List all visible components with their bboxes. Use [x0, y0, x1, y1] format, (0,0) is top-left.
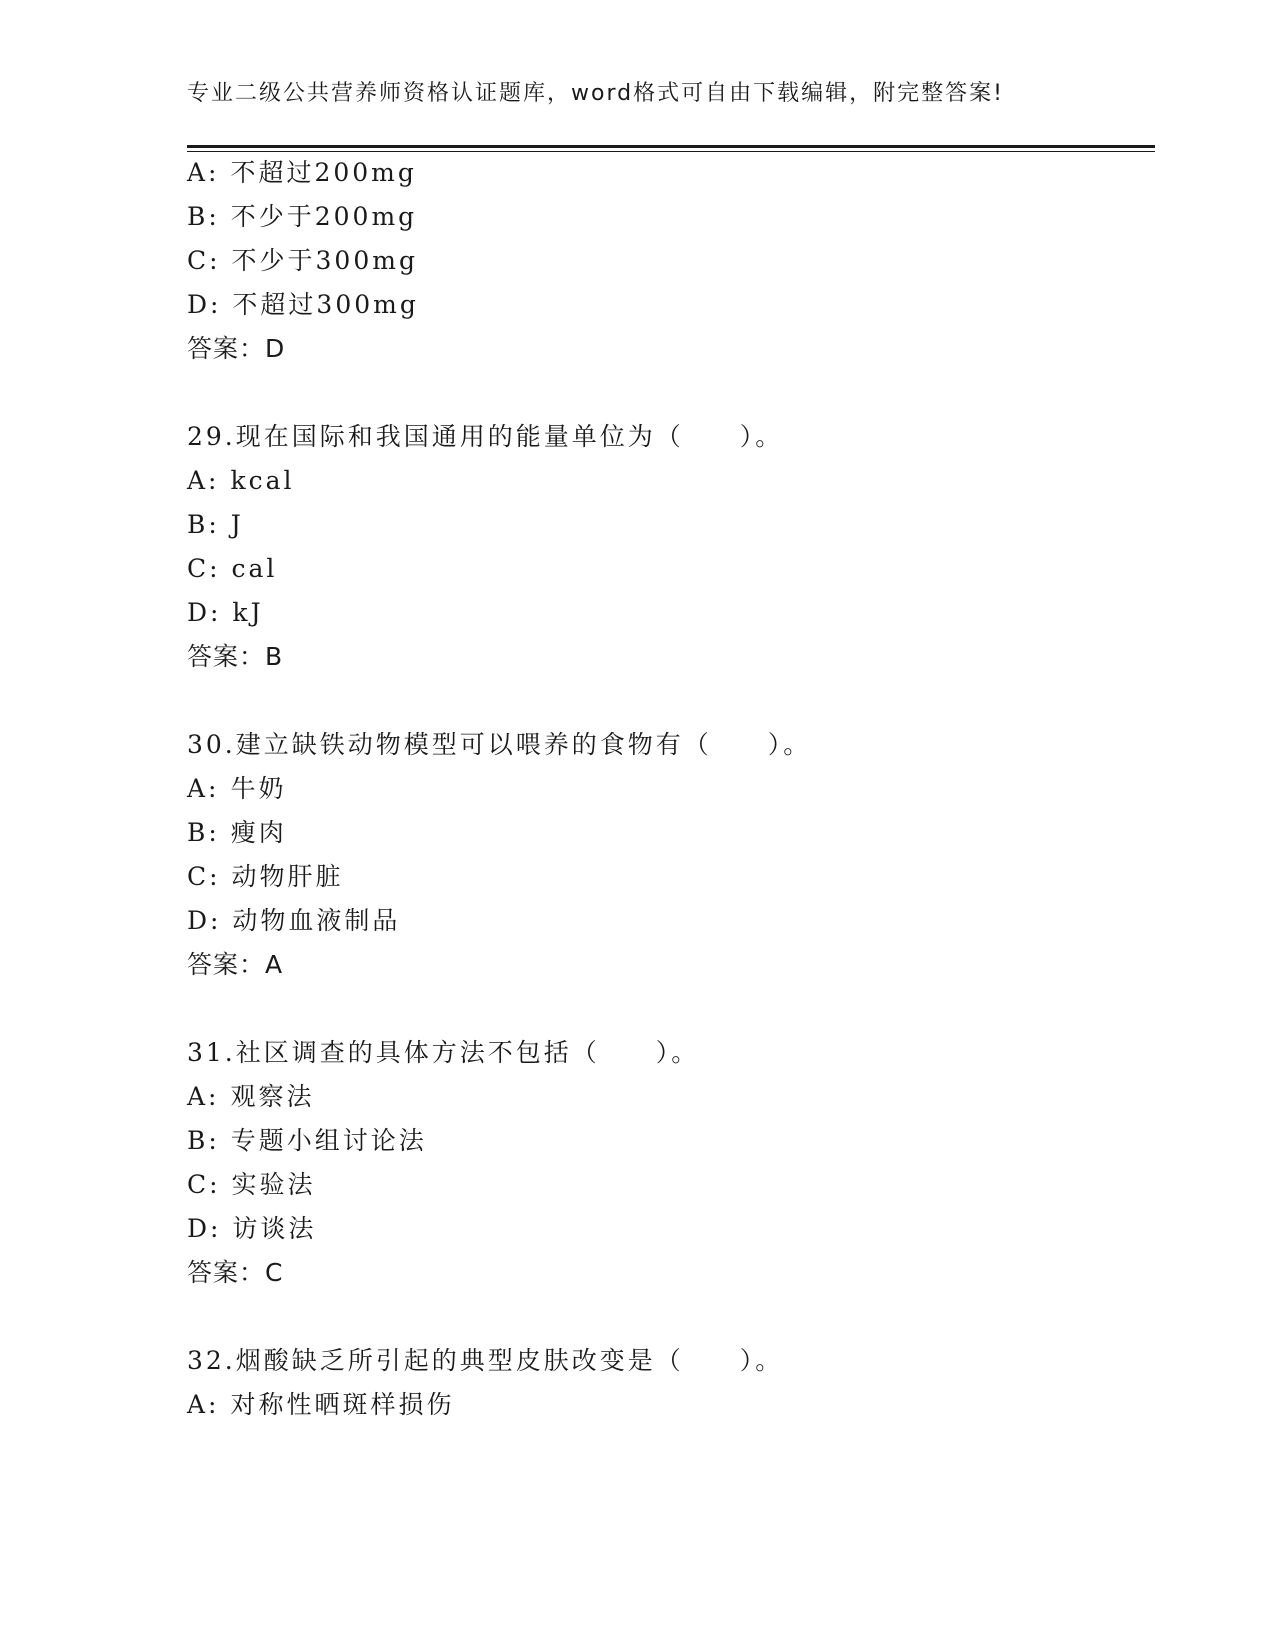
- option-label: C:: [187, 1170, 221, 1199]
- option-label: B:: [187, 1126, 220, 1155]
- option-text: cal: [231, 554, 278, 583]
- option-label: A:: [187, 158, 220, 187]
- option-text: 实验法: [231, 1170, 316, 1199]
- option-text: 访谈法: [232, 1214, 317, 1243]
- option-d: [187, 598, 264, 628]
- option-label: D:: [187, 598, 222, 627]
- option-text: 瘦肉: [230, 818, 287, 847]
- option-label: B:: [187, 202, 220, 231]
- option-text: 牛奶: [230, 774, 287, 803]
- answer-line: 答案：C: [187, 1258, 284, 1287]
- option-text: 不超过300mg: [232, 290, 419, 319]
- option-label: A:: [187, 1082, 220, 1111]
- option-text: 不少于300mg: [231, 246, 418, 275]
- question-30: 30.建立缺铁动物模型可以喂养的食物有（ ）。: [187, 730, 812, 759]
- header-divider-thick: [187, 145, 1155, 148]
- option-label: D:: [187, 290, 222, 319]
- option-text: J: [230, 510, 244, 539]
- option-label: B:: [187, 818, 220, 847]
- option-b: [187, 1126, 427, 1156]
- option-a: [187, 1390, 454, 1420]
- option-text: 对称性晒斑样损伤: [230, 1390, 455, 1419]
- option-label: A:: [187, 1390, 220, 1419]
- header-divider-thin: [187, 151, 1155, 152]
- question-29: 29.现在国际和我国通用的能量单位为（ ）。: [187, 422, 784, 451]
- option-text: 不少于200mg: [230, 202, 418, 231]
- option-c: [187, 246, 418, 276]
- option-d: [187, 906, 400, 936]
- option-a: [187, 1082, 314, 1112]
- option-c: [187, 554, 277, 584]
- option-a: [187, 158, 417, 188]
- option-label: C:: [187, 246, 221, 275]
- option-label: D:: [187, 1214, 222, 1243]
- option-a: [187, 774, 286, 804]
- option-d: [187, 290, 419, 320]
- option-text: 观察法: [230, 1082, 315, 1111]
- page-header-title: 专业二级公共营养师资格认证题库，word格式可自由下载编辑，附完整答案!: [187, 81, 1004, 106]
- option-label: C:: [187, 862, 221, 891]
- option-b: [187, 202, 417, 232]
- option-a: [187, 466, 295, 496]
- option-text: 不超过200mg: [230, 158, 417, 187]
- option-d: [187, 1214, 316, 1244]
- answer-line: 答案：B: [187, 642, 284, 671]
- answer-line: 答案：A: [187, 950, 284, 979]
- option-label: D:: [187, 906, 222, 935]
- option-text: kJ: [232, 598, 264, 627]
- option-text: 动物血液制品: [232, 906, 401, 935]
- option-c: [187, 862, 344, 892]
- option-b: [187, 818, 287, 848]
- question-32: 32.烟酸缺乏所引起的典型皮肤改变是（ ）。: [187, 1346, 784, 1375]
- option-label: B:: [187, 510, 220, 539]
- question-31: 31.社区调查的具体方法不包括（ ）。: [187, 1038, 700, 1067]
- answer-line: 答案：D: [187, 334, 286, 363]
- option-label: A:: [187, 466, 220, 495]
- option-label: C:: [187, 554, 221, 583]
- option-c: [187, 1170, 316, 1200]
- option-text: kcal: [230, 466, 295, 495]
- option-text: 专题小组讨论法: [230, 1126, 427, 1155]
- option-b: [187, 510, 244, 540]
- option-text: 动物肝脏: [231, 862, 344, 891]
- option-label: A:: [187, 774, 220, 803]
